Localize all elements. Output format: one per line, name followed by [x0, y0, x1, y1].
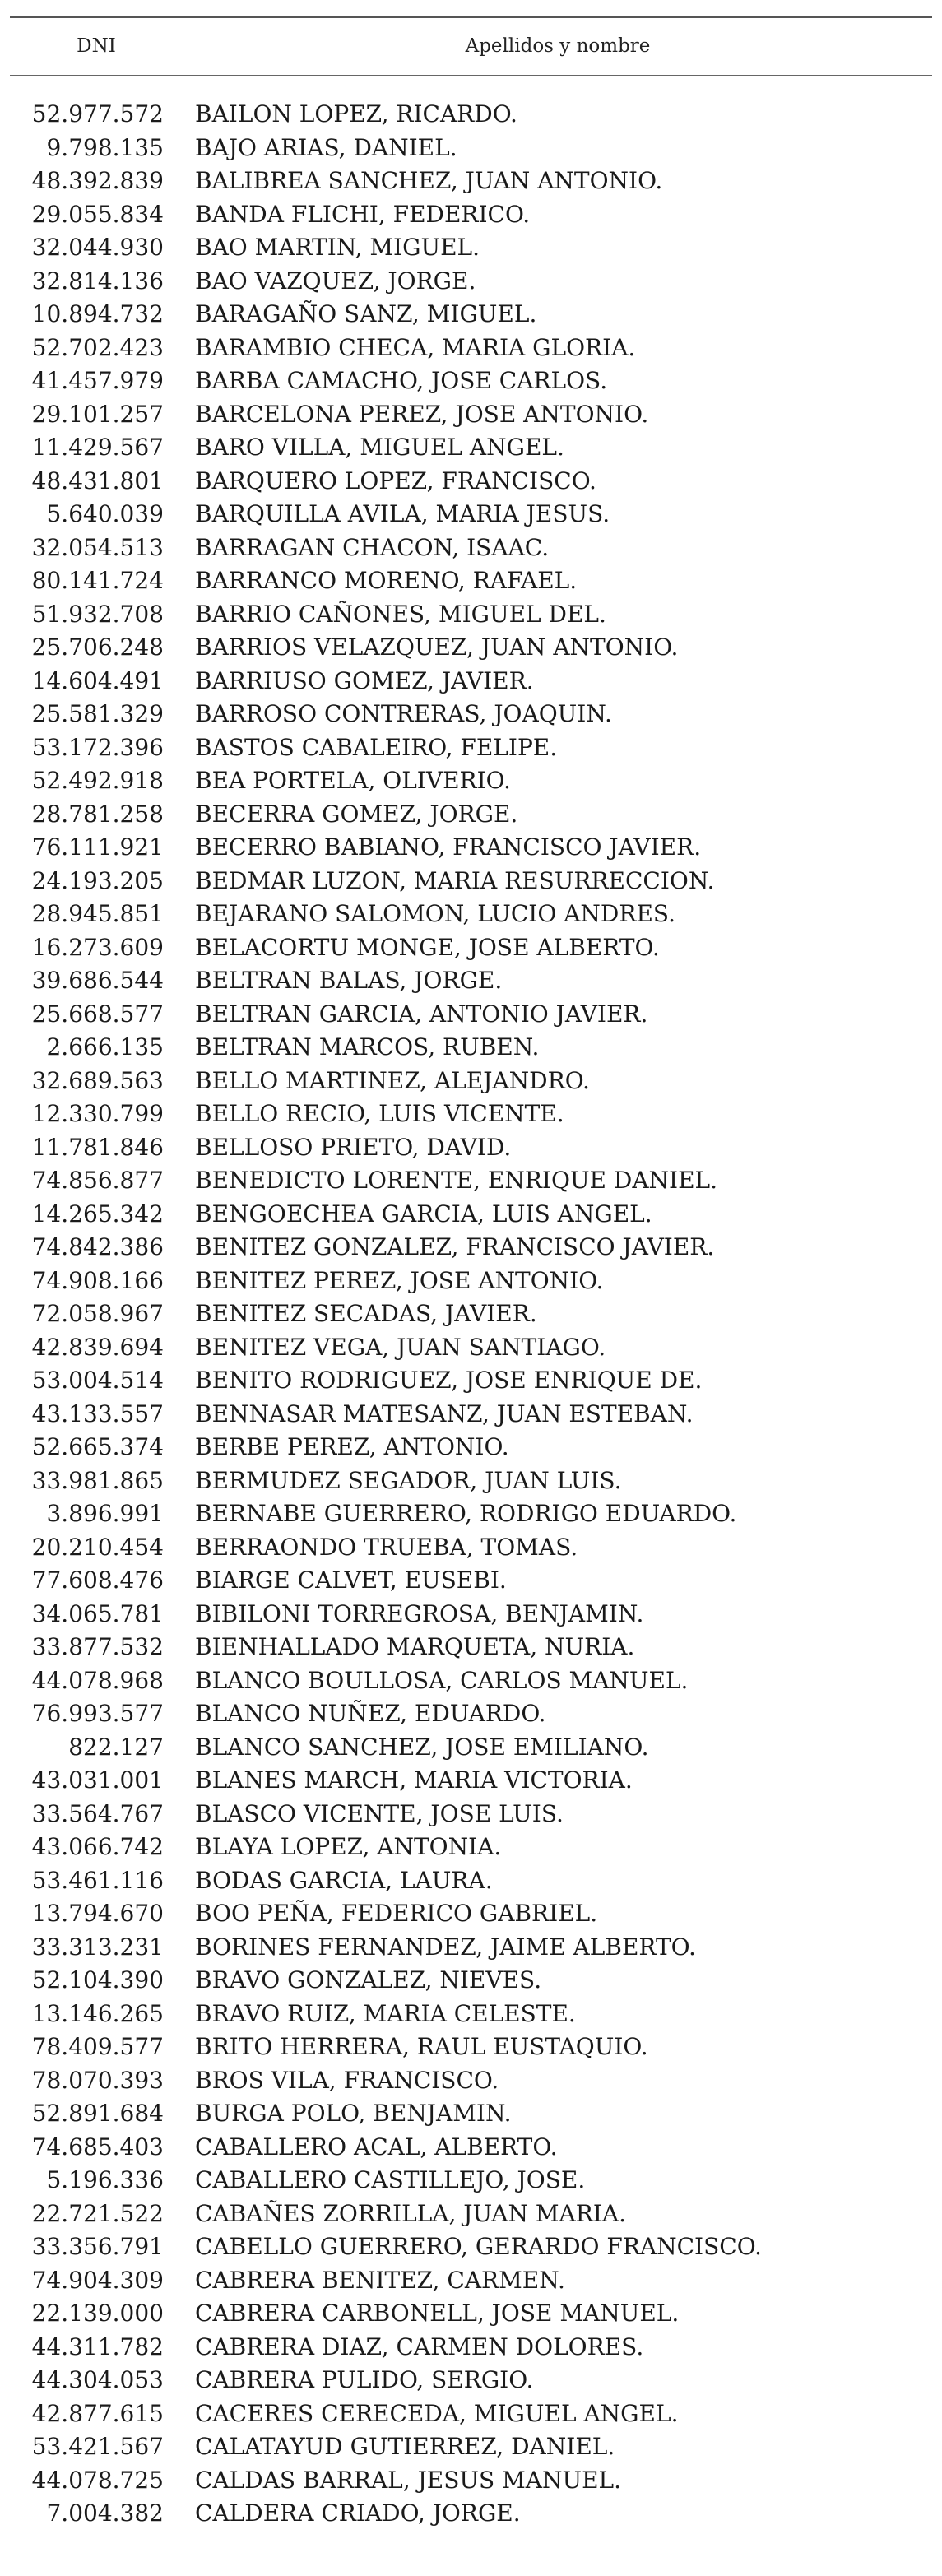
name-cell: BARQUERO LOPEZ, FRANCISCO. — [195, 466, 596, 494]
name-cell: BIARGE CALVET, EUSEBI. — [195, 1566, 507, 1594]
name-cell: BELTRAN GARCIA, ANTONIO JAVIER. — [195, 1000, 648, 1028]
name-cell: BRAVO RUIZ, MARIA CELESTE. — [195, 1999, 576, 2027]
table-row — [0, 2164, 942, 2198]
column-header-dni: DNI — [77, 35, 116, 57]
table-row — [0, 1364, 942, 1398]
table-row — [0, 931, 942, 965]
table-row — [0, 265, 942, 299]
table-row — [0, 2097, 942, 2131]
table-row — [0, 2031, 942, 2064]
dni-cell: 74.904.309 — [31, 2266, 164, 2294]
table-row — [0, 398, 942, 432]
dni-cell: 52.977.572 — [31, 100, 164, 128]
name-cell: BELTRAN BALAS, JORGE. — [195, 967, 503, 994]
column-header-name: Apellidos y nombre — [465, 35, 651, 57]
dni-cell: 24.193.205 — [31, 866, 164, 894]
table-row — [0, 898, 942, 931]
table-row — [0, 1831, 942, 1864]
dni-cell: 44.078.968 — [31, 1666, 164, 1694]
name-cell: BELACORTU MONGE, JOSE ALBERTO. — [195, 933, 660, 961]
table-row — [0, 2264, 942, 2298]
name-cell: BEA PORTELA, OLIVERIO. — [195, 767, 511, 794]
table-row — [0, 631, 942, 665]
name-cell: BIENHALLADO MARQUETA, NURIA. — [195, 1633, 635, 1660]
dni-cell: 39.686.544 — [31, 967, 164, 994]
name-cell: BARRIUSO GOMEZ, JAVIER. — [195, 666, 534, 694]
dni-cell: 28.781.258 — [31, 800, 164, 828]
name-cell: BAO MARTIN, MIGUEL. — [195, 234, 480, 261]
dni-cell: 25.668.577 — [31, 1000, 164, 1028]
name-cell: BROS VILA, FRANCISCO. — [195, 2066, 499, 2094]
name-cell: BAILON LOPEZ, RICARDO. — [195, 100, 517, 128]
dni-cell: 13.146.265 — [31, 1999, 164, 2027]
dni-cell: 25.581.329 — [31, 700, 164, 727]
dni-cell: 77.608.476 — [31, 1566, 164, 1594]
name-cell: CABALLERO ACAL, ALBERTO. — [195, 2133, 558, 2161]
table-row — [0, 1998, 942, 2031]
name-cell: BLANES MARCH, MARIA VICTORIA. — [195, 1766, 633, 1794]
table-row — [0, 798, 942, 832]
name-cell: BARQUILLA AVILA, MARIA JESUS. — [195, 500, 610, 527]
table-row — [0, 465, 942, 499]
dni-cell: 78.409.577 — [31, 2033, 164, 2060]
name-cell: BERRAONDO TRUEBA, TOMAS. — [195, 1533, 578, 1561]
table-row — [0, 1297, 942, 1331]
name-cell: CABRERA DIAZ, CARMEN DOLORES. — [195, 2332, 644, 2360]
dni-cell: 72.058.967 — [31, 1300, 164, 1327]
name-cell: CABRERA BENITEZ, CARMEN. — [195, 2266, 565, 2294]
name-cell: BERBE PEREZ, ANTONIO. — [195, 1433, 509, 1460]
dni-cell: 74.842.386 — [31, 1233, 164, 1260]
table-row — [0, 1864, 942, 1898]
name-cell: BENITEZ GONZALEZ, FRANCISCO JAVIER. — [195, 1233, 715, 1260]
table-row — [0, 1398, 942, 1432]
table-row — [0, 1231, 942, 1265]
dni-cell: 43.066.742 — [31, 1833, 164, 1860]
table-row — [0, 1931, 942, 1965]
table-row — [0, 1331, 942, 1365]
dni-cell: 43.031.001 — [31, 1766, 164, 1794]
dni-cell: 14.265.342 — [31, 1200, 164, 1228]
name-cell: BARCELONA PEREZ, JOSE ANTONIO. — [195, 400, 649, 428]
table-row — [0, 132, 942, 165]
table-row — [0, 1265, 942, 1298]
name-cell: BOO PEÑA, FEDERICO GABRIEL. — [195, 1900, 598, 1927]
dni-cell: 14.604.491 — [31, 666, 164, 694]
name-cell: BELLO MARTINEZ, ALEJANDRO. — [195, 1066, 590, 1094]
name-cell: BERMUDEZ SEGADOR, JUAN LUIS. — [195, 1466, 622, 1494]
table-row — [0, 98, 942, 132]
table-row — [0, 964, 942, 998]
name-cell: BARRIO CAÑONES, MIGUEL DEL. — [195, 600, 606, 628]
dni-cell: 29.055.834 — [31, 200, 164, 228]
name-cell: BENITEZ VEGA, JUAN SANTIAGO. — [195, 1333, 606, 1361]
table-row — [0, 2497, 942, 2531]
dni-cell: 29.101.257 — [31, 400, 164, 428]
table-row — [0, 431, 942, 465]
dni-cell: 16.273.609 — [31, 933, 164, 961]
header-rule — [10, 75, 932, 76]
dni-cell: 52.702.423 — [31, 333, 164, 361]
table-row — [0, 1598, 942, 1631]
name-cell: CABRERA PULIDO, SERGIO. — [195, 2366, 534, 2393]
table-row — [0, 198, 942, 232]
table-row — [0, 1897, 942, 1931]
name-cell: BLAYA LOPEZ, ANTONIA. — [195, 1833, 502, 1860]
table-row — [0, 1198, 942, 1232]
dni-cell: 11.429.567 — [31, 434, 164, 461]
dni-cell: 53.004.514 — [31, 1367, 164, 1394]
table-row — [0, 1431, 942, 1464]
dni-cell: 822.127 — [68, 1733, 164, 1761]
table-row — [0, 1731, 942, 1765]
table-row — [0, 1031, 942, 1065]
table-row — [0, 1964, 942, 1998]
table-row — [0, 1697, 942, 1731]
dni-cell: 53.421.567 — [31, 2433, 164, 2460]
name-cell: BENEDICTO LORENTE, ENRIQUE DANIEL. — [195, 1167, 718, 1194]
name-cell: CABELLO GUERRERO, GERARDO FRANCISCO. — [195, 2233, 762, 2260]
table-row — [0, 764, 942, 798]
name-cell: BARRAGAN CHACON, ISAAC. — [195, 533, 550, 561]
table-body — [0, 98, 942, 2531]
table-row — [0, 2364, 942, 2397]
name-cell: BARBA CAMACHO, JOSE CARLOS. — [195, 367, 608, 394]
table-row — [0, 598, 942, 632]
dni-cell: 53.172.396 — [31, 733, 164, 761]
dni-cell: 32.814.136 — [31, 267, 164, 295]
name-cell: BRAVO GONZALEZ, NIEVES. — [195, 1966, 542, 1993]
table-row — [0, 998, 942, 1032]
dni-cell: 74.856.877 — [31, 1167, 164, 1194]
dni-cell: 33.564.767 — [31, 1799, 164, 1827]
dni-cell: 28.945.851 — [31, 900, 164, 927]
table-row — [0, 1131, 942, 1165]
dni-cell: 42.839.694 — [31, 1333, 164, 1361]
table-row — [0, 1798, 942, 1831]
table-row — [0, 1664, 942, 1698]
dni-cell: 74.685.403 — [31, 2133, 164, 2161]
dni-cell: 44.078.725 — [31, 2466, 164, 2494]
table-row — [0, 364, 942, 398]
name-cell: BEDMAR LUZON, MARIA RESURRECCION. — [195, 866, 715, 894]
table-row — [0, 1631, 942, 1664]
name-cell: BALIBREA SANCHEZ, JUAN ANTONIO. — [195, 167, 663, 194]
table-row — [0, 332, 942, 365]
dni-cell: 5.196.336 — [46, 2166, 164, 2193]
name-cell: BECERRA GOMEZ, JORGE. — [195, 800, 518, 828]
dni-cell: 43.133.557 — [31, 1399, 164, 1427]
dni-cell: 48.431.801 — [31, 466, 164, 494]
dni-cell: 32.054.513 — [31, 533, 164, 561]
name-cell: BENNASAR MATESANZ, JUAN ESTEBAN. — [195, 1399, 694, 1427]
table-row — [0, 2230, 942, 2264]
dni-cell: 22.139.000 — [31, 2300, 164, 2327]
name-cell: BRITO HERRERA, RAUL EUSTAQUIO. — [195, 2033, 648, 2060]
name-cell: BELTRAN MARCOS, RUBEN. — [195, 1033, 540, 1061]
dni-cell: 32.689.563 — [31, 1066, 164, 1094]
name-cell: BECERRO BABIANO, FRANCISCO JAVIER. — [195, 833, 702, 861]
table-row — [0, 731, 942, 765]
name-cell: BODAS GARCIA, LAURA. — [195, 1866, 493, 1894]
dni-cell: 76.111.921 — [31, 833, 164, 861]
table-row — [0, 1164, 942, 1198]
name-cell: BELLO RECIO, LUIS VICENTE. — [195, 1100, 564, 1127]
name-cell: BARRIOS VELAZQUEZ, JUAN ANTONIO. — [195, 634, 679, 661]
name-cell: BANDA FLICHI, FEDERICO. — [195, 200, 531, 228]
dni-cell: 33.313.231 — [31, 1933, 164, 1961]
name-cell: BLANCO SANCHEZ, JOSE EMILIANO. — [195, 1733, 649, 1761]
table-row — [0, 698, 942, 731]
dni-cell: 41.457.979 — [31, 367, 164, 394]
name-cell: BIBILONI TORREGROSA, BENJAMIN. — [195, 1599, 644, 1627]
dni-cell: 52.104.390 — [31, 1966, 164, 1993]
dni-cell: 12.330.799 — [31, 1100, 164, 1127]
name-cell: BARAGAÑO SANZ, MIGUEL. — [195, 300, 537, 327]
dni-cell: 52.665.374 — [31, 1433, 164, 1460]
name-cell: BORINES FERNANDEZ, JAIME ALBERTO. — [195, 1933, 696, 1961]
name-cell: BASTOS CABALEIRO, FELIPE. — [195, 733, 558, 761]
dni-cell: 7.004.382 — [46, 2499, 164, 2527]
dni-cell: 44.304.053 — [31, 2366, 164, 2393]
table-row — [0, 2131, 942, 2165]
table-row — [0, 231, 942, 265]
name-cell: BAJO ARIAS, DANIEL. — [195, 133, 457, 161]
dni-cell: 52.492.918 — [31, 767, 164, 794]
dni-cell: 13.794.670 — [31, 1900, 164, 1927]
name-cell: BURGA POLO, BENJAMIN. — [195, 2100, 512, 2127]
name-cell: CALATAYUD GUTIERREZ, DANIEL. — [195, 2433, 615, 2460]
top-rule — [10, 16, 932, 18]
table-row — [0, 1098, 942, 1131]
table-row — [0, 1497, 942, 1531]
name-cell: CACERES CERECEDA, MIGUEL ANGEL. — [195, 2399, 679, 2427]
dni-cell: 2.666.135 — [46, 1033, 164, 1061]
dni-cell: 10.894.732 — [31, 300, 164, 327]
dni-cell: 5.640.039 — [46, 500, 164, 527]
name-cell: BENITEZ PEREZ, JOSE ANTONIO. — [195, 1266, 604, 1294]
table-row — [0, 1065, 942, 1098]
dni-cell: 32.044.930 — [31, 234, 164, 261]
dni-cell: 44.311.782 — [31, 2332, 164, 2360]
name-cell: BARROSO CONTRERAS, JOAQUIN. — [195, 700, 612, 727]
name-cell: BAO VAZQUEZ, JORGE. — [195, 267, 476, 295]
name-cell: BEJARANO SALOMON, LUCIO ANDRES. — [195, 900, 675, 927]
table-row — [0, 2430, 942, 2464]
table-row — [0, 531, 942, 565]
table-row — [0, 165, 942, 198]
table-row — [0, 1531, 942, 1565]
dni-cell: 80.141.724 — [31, 567, 164, 594]
dni-cell: 33.356.791 — [31, 2233, 164, 2260]
table-row — [0, 2297, 942, 2331]
name-cell: BENITEZ SECADAS, JAVIER. — [195, 1300, 537, 1327]
name-cell: BARRANCO MORENO, RAFAEL. — [195, 567, 578, 594]
dni-cell: 11.781.846 — [31, 1133, 164, 1161]
name-cell: BELLOSO PRIETO, DAVID. — [195, 1133, 512, 1161]
dni-cell: 74.908.166 — [31, 1266, 164, 1294]
dni-cell: 33.877.532 — [31, 1633, 164, 1660]
dni-cell: 42.877.615 — [31, 2399, 164, 2427]
table-row — [0, 498, 942, 531]
table-row — [0, 2331, 942, 2365]
name-cell: BARO VILLA, MIGUEL ANGEL. — [195, 434, 564, 461]
name-cell: BLANCO NUÑEZ, EDUARDO. — [195, 1700, 546, 1727]
name-cell: CABALLERO CASTILLEJO, JOSE. — [195, 2166, 586, 2193]
table-row — [0, 1464, 942, 1498]
dni-cell: 53.461.116 — [31, 1866, 164, 1894]
name-cell: BERNABE GUERRERO, RODRIGO EDUARDO. — [195, 1500, 737, 1527]
table-row — [0, 564, 942, 598]
dni-cell: 76.993.577 — [31, 1700, 164, 1727]
dni-cell: 51.932.708 — [31, 600, 164, 628]
name-cell: CABAÑES ZORRILLA, JUAN MARIA. — [195, 2199, 627, 2227]
dni-cell: 52.891.684 — [31, 2100, 164, 2127]
table-row — [0, 831, 942, 865]
name-cell: CABRERA CARBONELL, JOSE MANUEL. — [195, 2300, 680, 2327]
dni-cell: 3.896.991 — [46, 1500, 164, 1527]
table-row — [0, 1764, 942, 1798]
table-row — [0, 865, 942, 898]
name-cell: CALDERA CRIADO, JORGE. — [195, 2499, 521, 2527]
table-row — [0, 665, 942, 699]
name-cell: BLANCO BOULLOSA, CARLOS MANUEL. — [195, 1666, 689, 1694]
name-cell: BENGOECHEA GARCIA, LUIS ANGEL. — [195, 1200, 652, 1228]
dni-cell: 78.070.393 — [31, 2066, 164, 2094]
name-cell: CALDAS BARRAL, JESUS MANUEL. — [195, 2466, 622, 2494]
name-cell: BARAMBIO CHECA, MARIA GLORIA. — [195, 333, 636, 361]
name-cell: BENITO RODRIGUEZ, JOSE ENRIQUE DE. — [195, 1367, 703, 1394]
table-row — [0, 1564, 942, 1598]
dni-cell: 9.798.135 — [46, 133, 164, 161]
table-row — [0, 2397, 942, 2431]
table-row — [0, 298, 942, 332]
dni-cell: 22.721.522 — [31, 2199, 164, 2227]
table-row — [0, 2064, 942, 2098]
name-cell: BLASCO VICENTE, JOSE LUIS. — [195, 1799, 564, 1827]
dni-cell: 48.392.839 — [31, 167, 164, 194]
table-row — [0, 2464, 942, 2498]
dni-cell: 34.065.781 — [31, 1599, 164, 1627]
dni-cell: 25.706.248 — [31, 634, 164, 661]
dni-cell: 33.981.865 — [31, 1466, 164, 1494]
dni-cell: 20.210.454 — [31, 1533, 164, 1561]
table-row — [0, 2198, 942, 2231]
